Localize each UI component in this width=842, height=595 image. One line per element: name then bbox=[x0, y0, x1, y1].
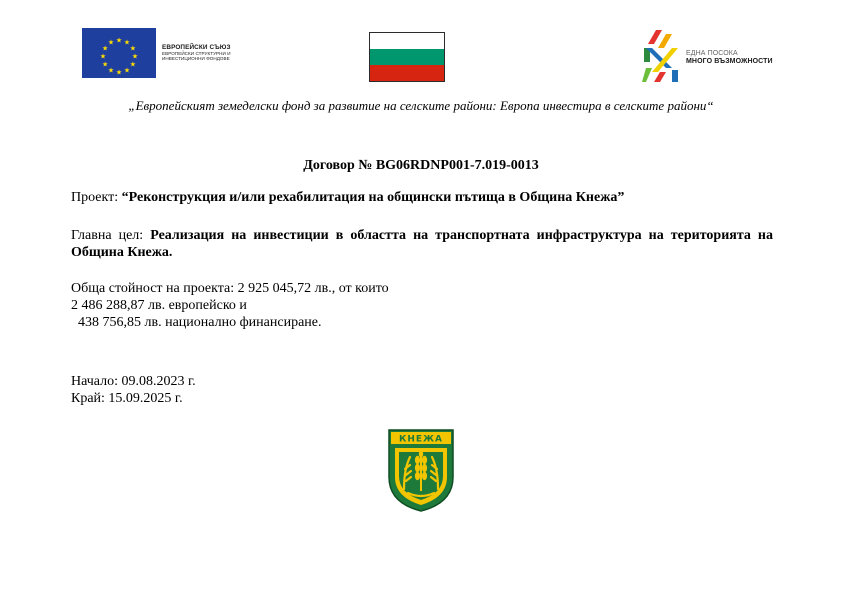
svg-text:★: ★ bbox=[107, 38, 115, 47]
svg-text:★: ★ bbox=[131, 52, 139, 61]
eu-flag-icon bbox=[82, 28, 156, 78]
cost-block bbox=[71, 280, 773, 331]
programme-logo-line-2: МНОГО ВЪЗМОЖНОСТИ bbox=[686, 57, 773, 65]
project-label: Проект: bbox=[71, 190, 122, 205]
svg-text:★: ★ bbox=[115, 68, 123, 77]
eu-logo-title: ЕВРОПЕЙСКИ СЪЮЗ bbox=[162, 44, 231, 51]
svg-text:★: ★ bbox=[123, 38, 131, 47]
goal-text: Реализация на инвестиции в областта на транспортната инфраструктура на територията на Община Кнежа. bbox=[71, 228, 773, 260]
eu-logo-subtitle-1: ЕВРОПЕЙСКИ СТРУКТУРНИ И bbox=[162, 50, 231, 56]
project-name: “Реконструкция и/или рехабилитация на общински пътища в Община Кнежа” bbox=[121, 190, 625, 205]
programme-logo-line-1: ЕДНА ПОСОКА bbox=[686, 50, 738, 57]
cost-national: 438 756,85 лв. национално финансиране. bbox=[78, 315, 322, 330]
contract-title: Договор № BG06RDNP001-7.019-0013 bbox=[303, 158, 539, 173]
end-date: Край: 15.09.2025 г. bbox=[71, 391, 183, 406]
eu-logo bbox=[82, 28, 258, 78]
svg-text:★: ★ bbox=[123, 66, 131, 75]
svg-text:★: ★ bbox=[129, 60, 137, 69]
svg-text:★: ★ bbox=[101, 44, 109, 53]
programme-mark-icon bbox=[642, 28, 684, 84]
svg-text:★: ★ bbox=[107, 66, 115, 75]
svg-text:★: ★ bbox=[129, 44, 137, 53]
svg-text:КНЕЖА: КНЕЖА bbox=[398, 434, 444, 445]
eu-logo-subtitle-2: ИНВЕСТИЦИОННИ ФОНДОВЕ bbox=[162, 55, 230, 61]
goal-line bbox=[71, 227, 773, 261]
start-date: Начало: 09.08.2023 г. bbox=[71, 374, 196, 389]
goal-label: Главна цел: bbox=[71, 228, 151, 243]
fund-motto: „Европейският земеделски фонд за развитие на селските райони: Европа инвестира в селските райони“ bbox=[128, 98, 714, 113]
svg-text:★: ★ bbox=[115, 36, 123, 45]
programme-logo bbox=[642, 28, 802, 84]
dates-block bbox=[71, 373, 773, 407]
bulgarian-flag-icon bbox=[369, 32, 445, 82]
svg-text:★: ★ bbox=[99, 52, 107, 61]
project-line bbox=[71, 189, 773, 206]
knezha-crest-icon bbox=[386, 427, 456, 513]
cost-total: Обща стойност на проекта: 2 925 045,72 лв., от които bbox=[71, 281, 389, 296]
cost-eu: 2 486 288,87 лв. европейско и bbox=[71, 298, 247, 313]
svg-text:★: ★ bbox=[101, 60, 109, 69]
